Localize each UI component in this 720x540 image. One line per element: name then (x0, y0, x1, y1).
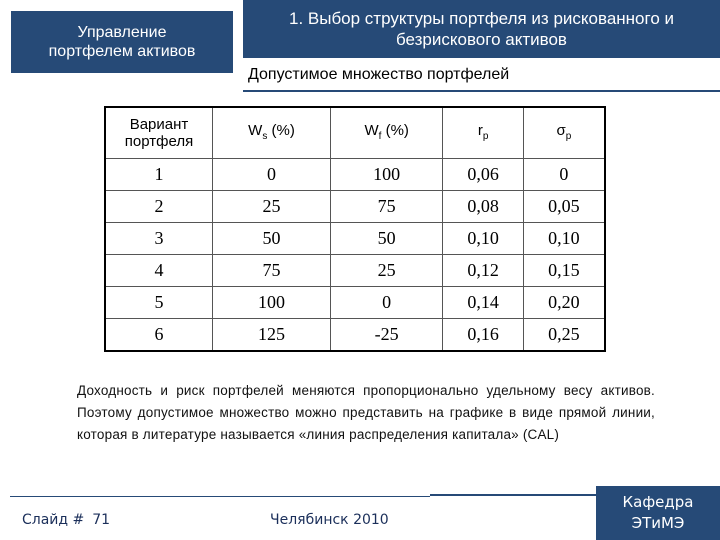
header-rp-symbol: r (477, 121, 483, 139)
table-cell: 75 (330, 191, 442, 223)
slide-title-line1: 1. Выбор структуры портфеля из рискованного и (288, 9, 674, 28)
subheader: Допустимое множество портфелей (243, 60, 720, 90)
department-line2: ЭТиМЭ (631, 514, 685, 532)
header-variant-line1: Вариант (129, 116, 189, 133)
header-sp-subscript: p (565, 130, 572, 142)
header-wf-symbol: W (364, 121, 379, 139)
footer-divider-right (430, 494, 596, 496)
table-cell: 0 (330, 287, 442, 319)
table-cell: 75 (213, 255, 331, 287)
header-wf-unit: (%) (385, 121, 409, 139)
section-title-line1: Управление (77, 24, 167, 41)
header-ws-subscript: s (262, 130, 268, 142)
table-cell: 0,16 (443, 319, 523, 352)
table-header-row (105, 107, 605, 159)
header-wf-subscript: f (378, 130, 382, 142)
table-cell: 0,06 (443, 159, 523, 191)
table-row (105, 159, 605, 191)
table-cell: 0,14 (443, 287, 523, 319)
header-ws-symbol: W (248, 121, 263, 139)
footer-city-year: Челябинск 2010 (270, 512, 389, 528)
header-rp-subscript: p (482, 130, 489, 142)
header-sp-symbol: σ (556, 121, 566, 139)
header-ws (213, 107, 331, 159)
header-sp (523, 107, 605, 159)
header-ws-unit: (%) (271, 121, 295, 139)
table-cell: 0,10 (443, 223, 523, 255)
subheader-divider (243, 90, 720, 92)
table-cell: 25 (330, 255, 442, 287)
slide-title-line2: безрискового активов (396, 30, 567, 49)
table-cell: 25 (213, 191, 331, 223)
table-cell: 0,10 (523, 223, 605, 255)
slide-title-box (243, 0, 720, 58)
table-cell: 0,12 (443, 255, 523, 287)
header-variant-line2: портфеля (124, 133, 194, 150)
table-cell: 6 (105, 319, 213, 352)
table-cell: 50 (213, 223, 331, 255)
table-cell: 0,20 (523, 287, 605, 319)
table-cell: 0,25 (523, 319, 605, 352)
slide-number-label: Слайд # (22, 512, 85, 528)
table-cell: -25 (330, 319, 442, 352)
table-cell: 50 (330, 223, 442, 255)
section-title-line2: портфелем активов (48, 43, 196, 60)
section-title-box (11, 11, 233, 73)
table-cell: 0 (523, 159, 605, 191)
header-wf (330, 107, 442, 159)
footer-divider-left (10, 496, 430, 497)
header-rp (443, 107, 523, 159)
table-cell: 3 (105, 223, 213, 255)
table-cell: 5 (105, 287, 213, 319)
portfolio-table (104, 106, 606, 352)
department-line1: Кафедра (622, 493, 694, 511)
table-cell: 0,05 (523, 191, 605, 223)
table-cell: 0 (213, 159, 331, 191)
table-cell: 125 (213, 319, 331, 352)
table-cell: 0,15 (523, 255, 605, 287)
slide-number (22, 512, 110, 528)
table-cell: 100 (330, 159, 442, 191)
department-box (596, 486, 720, 540)
table-row (105, 191, 605, 223)
table-row (105, 319, 605, 352)
table-row (105, 223, 605, 255)
table-cell: 100 (213, 287, 331, 319)
slide-number-value: 71 (92, 512, 111, 528)
table-row (105, 287, 605, 319)
table-cell: 2 (105, 191, 213, 223)
header-variant (105, 107, 213, 159)
table-cell: 1 (105, 159, 213, 191)
table-cell: 0,08 (443, 191, 523, 223)
table-cell: 4 (105, 255, 213, 287)
table-row (105, 255, 605, 287)
explanation-paragraph: Доходность и риск портфелей меняются пропорционально удельному весу активов. Поэтому допустимое множество можно представить на графике в виде прямой линии, которая в литературе называется «линия распределения капитала» (CAL) (77, 383, 655, 442)
